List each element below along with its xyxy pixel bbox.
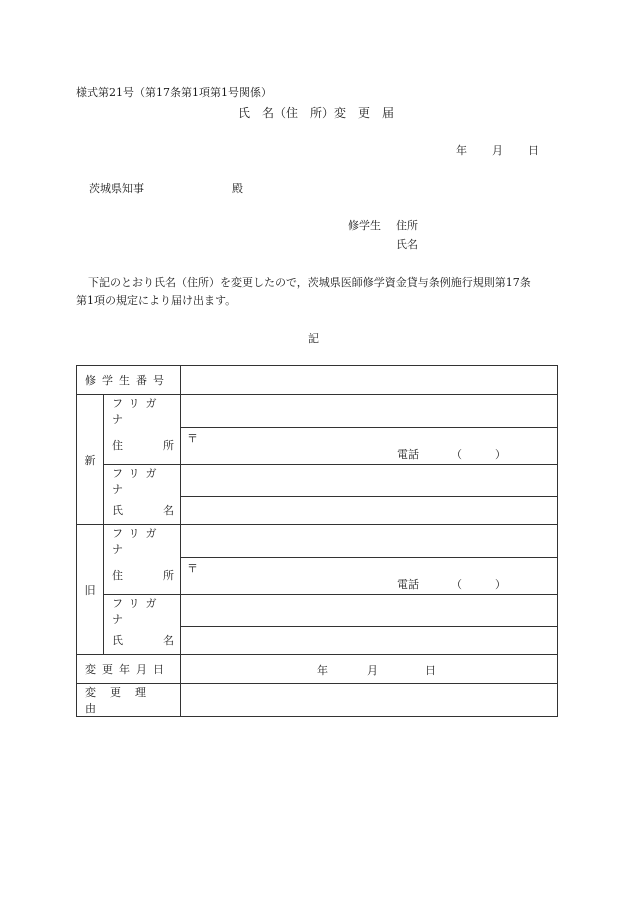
reason-label-cell: [77, 684, 181, 717]
change-date-label-cell: [77, 655, 181, 684]
body-line-1: 下記のとおり氏名（住所）を変更したので，茨城県医師修学資金貸与条例施行規則第17条: [88, 276, 531, 289]
change-form-table: [76, 365, 558, 717]
new-name-label-cell: [104, 497, 181, 525]
new-label-cell: [77, 395, 104, 525]
new-phone-paren-open: （: [451, 447, 462, 461]
new-name-furigana-label: フリガナ: [112, 466, 163, 496]
student-number-label-cell: [77, 366, 181, 395]
reason-label: 変更理由: [85, 686, 160, 715]
old-address-furigana-label: フリガナ: [112, 527, 163, 556]
body-line-2: 第1項の規定により届け出ます。: [76, 294, 237, 307]
addressee-name: 茨城県知事: [89, 182, 144, 195]
change-date-day: 日: [425, 664, 436, 677]
old-name-label-cell: [104, 627, 181, 655]
form-title: 氏 名（住 所）変 更 届: [238, 106, 395, 120]
applicant-role: 修学生: [348, 219, 381, 232]
new-address-furigana-label-cell: [104, 395, 181, 428]
new-address-label-cell: [104, 427, 181, 464]
old-name-label-right: 名: [163, 634, 174, 648]
old-name-furigana-field[interactable]: [181, 594, 558, 627]
addressee-honorific: 殿: [232, 182, 243, 195]
old-name-field[interactable]: [181, 627, 558, 655]
old-postal-mark: 〒: [187, 561, 198, 575]
old-phone-label: 電話: [397, 577, 419, 591]
new-phone-paren-close: ）: [495, 447, 506, 461]
new-name-label-left: 氏: [112, 504, 123, 518]
ki-heading: 記: [308, 332, 319, 345]
date-day: 日: [528, 144, 539, 157]
new-postal-mark: 〒: [187, 431, 198, 445]
change-date-field[interactable]: [181, 655, 558, 684]
old-phone-paren-close: ）: [495, 577, 506, 591]
applicant-name-label: 氏名: [396, 238, 418, 251]
new-address-field[interactable]: [181, 427, 558, 464]
reason-field[interactable]: [181, 684, 558, 717]
new-name-furigana-field[interactable]: [181, 464, 558, 497]
change-date-month: 月: [367, 664, 378, 677]
student-number-label: 修学生番号: [85, 374, 170, 387]
date-year: 年: [456, 144, 467, 157]
old-address-label-cell: [104, 557, 181, 594]
applicant-address-label: 住所: [396, 219, 418, 232]
old-address-label-right: 所: [163, 569, 174, 583]
new-address-furigana-field[interactable]: [181, 395, 558, 428]
old-name-label-left: 氏: [112, 634, 123, 648]
student-number-field[interactable]: [181, 366, 558, 395]
old-address-label-left: 住: [112, 569, 123, 583]
new-label: 新: [84, 453, 96, 467]
old-phone-paren-open: （: [451, 577, 462, 591]
old-address-field[interactable]: [181, 557, 558, 594]
old-address-furigana-field[interactable]: [181, 525, 558, 558]
old-address-furigana-label-cell: [104, 525, 181, 558]
new-address-label-left: 住: [112, 439, 123, 453]
new-address-furigana-label: フリガナ: [112, 397, 163, 426]
change-date-label: 変更年月日: [85, 663, 170, 676]
form-number: 様式第21号（第17条第1項第1号関係）: [76, 86, 272, 99]
old-label: 旧: [84, 583, 96, 597]
new-name-furigana-label-cell: [104, 464, 181, 497]
old-label-cell: [77, 525, 104, 655]
new-name-label-right: 名: [163, 504, 174, 518]
new-phone-label: 電話: [397, 447, 419, 461]
new-address-label-right: 所: [163, 439, 174, 453]
old-name-furigana-label: フリガナ: [112, 596, 163, 626]
old-name-furigana-label-cell: [104, 594, 181, 627]
change-date-year: 年: [317, 664, 328, 677]
date-month: 月: [492, 144, 503, 157]
new-name-field[interactable]: [181, 497, 558, 525]
